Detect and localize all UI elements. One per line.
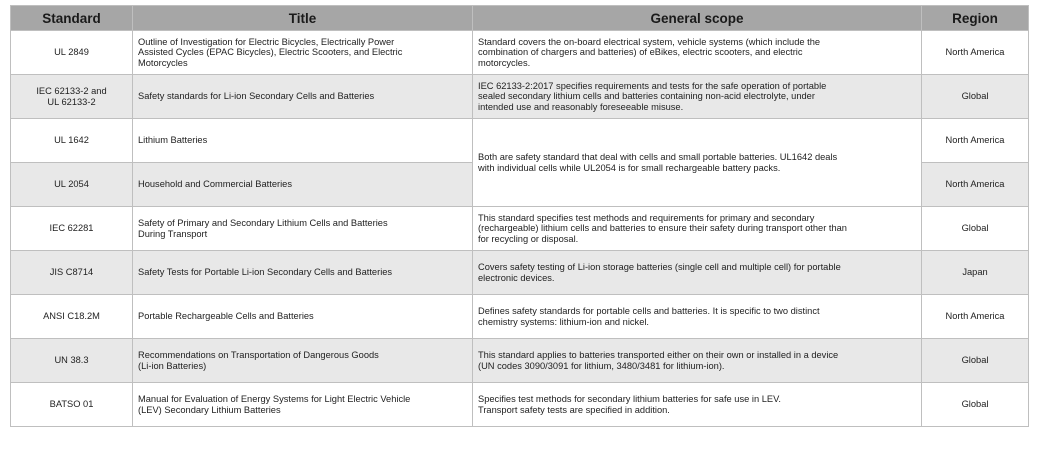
title-cell — [133, 251, 473, 295]
scope-cell — [473, 75, 922, 119]
title-line: Manual for Evaluation of Energy Systems for Light Electric Vehicle — [138, 394, 411, 405]
scope-cell — [473, 339, 922, 383]
standard-code: BATSO 01 — [49, 399, 94, 410]
standard-code: UL 1642 — [54, 135, 89, 146]
scope-line: This standard applies to batteries transported either on their own or installed in a device — [478, 350, 839, 361]
standard-code: UL 62133-2 — [47, 96, 96, 107]
title-line: Outline of Investigation for Electric Bicycles, Electrically Power — [138, 36, 395, 47]
header-standard: Standard — [11, 6, 133, 31]
scope-line: for recycling or disposal. — [478, 233, 579, 244]
title-line: Household and Commercial Batteries — [138, 179, 292, 190]
standards-table — [10, 5, 1029, 427]
header-row — [11, 6, 1029, 31]
standard-cell — [11, 75, 133, 119]
standard-cell — [11, 207, 133, 251]
table-row — [11, 251, 1029, 295]
title-line: During Transport — [138, 228, 208, 239]
standard-cell — [11, 251, 133, 295]
scope-line: motorcycles. — [478, 57, 531, 68]
standard-cell — [11, 119, 133, 163]
scope-line: Standard covers the on-board electrical system, vehicle systems (which include the — [478, 36, 821, 47]
region-cell: Global — [922, 75, 1029, 119]
title-cell — [133, 207, 473, 251]
title-line: Portable Rechargeable Cells and Batteries — [138, 311, 314, 322]
scope-line: sealed secondary lithium cells and batteries containing non-acid electrolyte, under — [478, 91, 815, 102]
standard-code: UL 2849 — [54, 47, 89, 58]
region-cell: Global — [922, 339, 1029, 383]
title-line: Recommendations on Transportation of Dangerous Goods — [138, 350, 379, 361]
title-line: Lithium Batteries — [138, 135, 208, 146]
title-cell — [133, 383, 473, 427]
region-cell: North America — [922, 31, 1029, 75]
standard-code: IEC 62133-2 and — [36, 86, 107, 97]
scope-line: (rechargeable) lithium cells and batteries to ensure their safety during transport other than — [478, 223, 847, 234]
standard-code: JIS C8714 — [49, 267, 94, 278]
scope-cell — [473, 251, 922, 295]
standard-cell — [11, 295, 133, 339]
title-line: Assisted Cycles (EPAC Bicycles), Electric Scooters, and Electric — [138, 47, 403, 58]
title-cell — [133, 163, 473, 207]
scope-cell — [473, 383, 922, 427]
region-cell: North America — [922, 163, 1029, 207]
standard-code: UL 2054 — [54, 179, 89, 190]
scope-line: IEC 62133-2:2017 specifies requirements and tests for the safe operation of portable — [478, 80, 827, 91]
table-row — [11, 339, 1029, 383]
standard-code: IEC 62281 — [49, 223, 94, 234]
title-line: (Li-ion Batteries) — [138, 360, 207, 371]
scope-cell — [473, 207, 922, 251]
scope-line: intended use and reasonably foreseeable misuse. — [478, 101, 684, 112]
scope-cell — [473, 295, 922, 339]
title-line: Motorcycles — [138, 57, 188, 68]
scope-line: Covers safety testing of Li-ion storage batteries (single cell and multiple cell) for portable — [478, 262, 841, 273]
region-cell: Japan — [922, 251, 1029, 295]
table-row — [11, 75, 1029, 119]
scope-line: This standard specifies test methods and requirements for primary and secondary — [478, 212, 815, 223]
standard-cell — [11, 163, 133, 207]
table-row — [11, 31, 1029, 75]
scope-cell-merged — [473, 119, 922, 207]
region-cell: Global — [922, 207, 1029, 251]
region-cell: North America — [922, 295, 1029, 339]
header-title: Title — [133, 6, 473, 31]
title-line: Safety standards for Li-ion Secondary Cells and Batteries — [138, 91, 375, 102]
scope-line: Transport safety tests are specified in addition. — [478, 404, 670, 415]
scope-line: electronic devices. — [478, 272, 555, 283]
table-row — [11, 295, 1029, 339]
title-line: Safety Tests for Portable Li-ion Secondary Cells and Batteries — [138, 267, 393, 278]
title-cell — [133, 119, 473, 163]
header-scope: General scope — [473, 6, 922, 31]
table-row — [11, 383, 1029, 427]
scope-line: (UN codes 3090/3091 for lithium, 3480/3481 for lithium-ion). — [478, 360, 725, 371]
standard-code: ANSI C18.2M — [43, 311, 100, 322]
scope-line: Defines safety standards for portable cells and batteries. It is specific to two distinct — [478, 306, 820, 317]
title-line: (LEV) Secondary Lithium Batteries — [138, 404, 281, 415]
scope-cell — [473, 31, 922, 75]
standard-cell — [11, 339, 133, 383]
table-row — [11, 207, 1029, 251]
standard-code: UN 38.3 — [54, 355, 89, 366]
scope-line: chemistry systems: lithium-ion and nickel. — [478, 316, 650, 327]
standard-cell — [11, 383, 133, 427]
table-row — [11, 119, 1029, 163]
scope-line: Both are safety standard that deal with cells and small portable batteries. UL1642 deals — [478, 152, 838, 163]
scope-line: with individual cells while UL2054 is for small rechargeable battery packs. — [478, 162, 781, 173]
title-line: Safety of Primary and Secondary Lithium Cells and Batteries — [138, 218, 388, 229]
title-cell — [133, 339, 473, 383]
standard-cell — [11, 31, 133, 75]
region-cell: North America — [922, 119, 1029, 163]
title-cell — [133, 31, 473, 75]
title-cell — [133, 295, 473, 339]
scope-line: combination of chargers and batteries) of eBikes, electric scooters, and electric — [478, 47, 803, 58]
region-cell: Global — [922, 383, 1029, 427]
scope-line: Specifies test methods for secondary lithium batteries for safe use in LEV. — [478, 394, 781, 405]
header-region: Region — [922, 6, 1029, 31]
title-cell — [133, 75, 473, 119]
